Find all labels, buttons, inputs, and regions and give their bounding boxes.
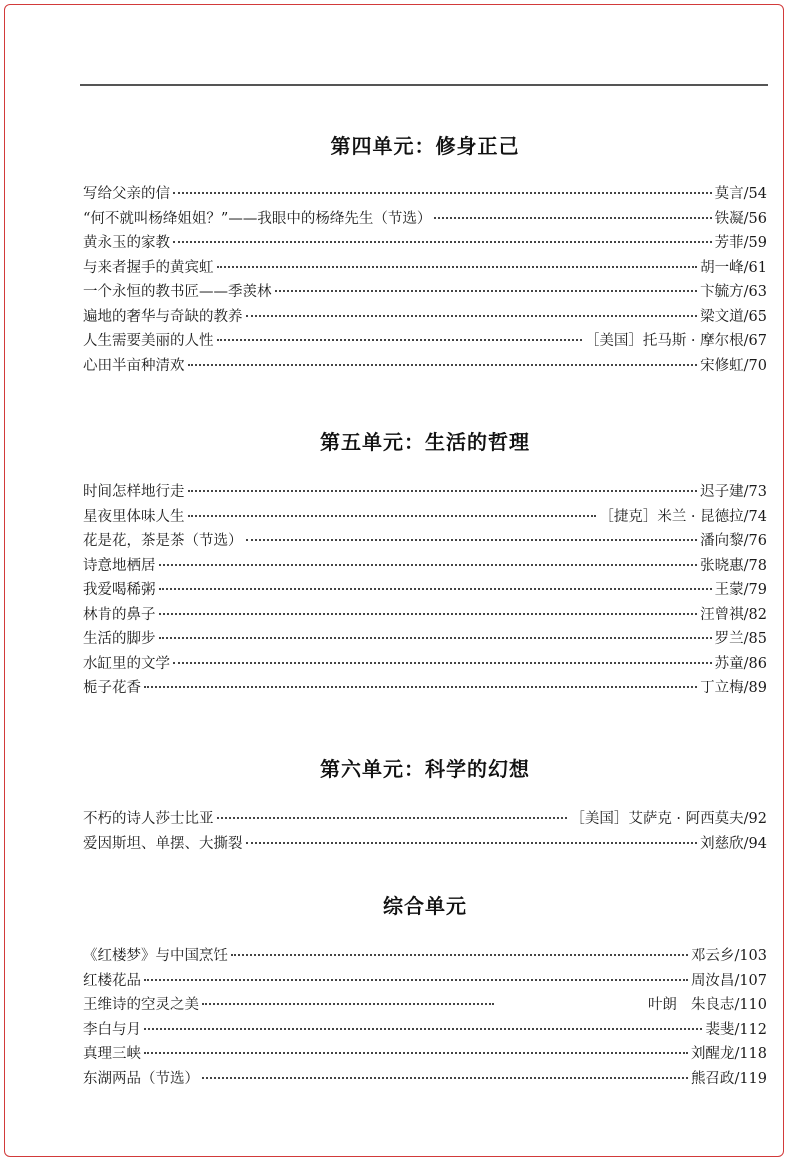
toc-entry[interactable] xyxy=(83,354,767,379)
dot-leader xyxy=(159,564,698,566)
dot-leader xyxy=(246,842,698,844)
entry-title: 写给父亲的信 xyxy=(83,186,170,202)
dot-leader xyxy=(246,315,698,317)
entry-page: /92 xyxy=(743,811,767,827)
entry-author: 卞毓方 xyxy=(700,284,744,300)
dot-leader xyxy=(217,266,698,268)
dot-leader xyxy=(144,1052,688,1054)
entry-author: 宋修虹 xyxy=(700,357,744,374)
toc-entry[interactable] xyxy=(83,603,767,628)
section-comprehensive xyxy=(83,890,767,1091)
entry-title: 花是花，茶是茶（节选） xyxy=(83,533,243,549)
entry-title: 遍地的奢华与奇缺的教养 xyxy=(83,308,243,325)
entry-title: 真理三峡 xyxy=(83,1046,141,1062)
entry-page: /61 xyxy=(743,259,767,276)
toc-entry[interactable] xyxy=(83,944,767,969)
entry-author: ［捷克］米兰 · 昆德拉 xyxy=(599,508,744,525)
entry-page: /74 xyxy=(743,508,767,525)
entry-title: 栀子花香 xyxy=(83,680,141,696)
entry-author: 铁凝 xyxy=(714,210,744,227)
entry-page: /56 xyxy=(743,210,767,227)
entry-page: /103 xyxy=(734,948,767,964)
dot-leader xyxy=(144,1028,702,1030)
dot-leader xyxy=(173,662,712,664)
entry-title: 诗意地栖居 xyxy=(83,557,156,574)
entry-author: 邓云乡 xyxy=(690,948,735,964)
entry-author: 潘向黎 xyxy=(700,533,744,549)
section-title: 综合单元 xyxy=(383,894,467,918)
entry-author: 朱良志 xyxy=(690,997,735,1013)
dot-leader xyxy=(275,290,698,292)
entry-title: 林肯的鼻子 xyxy=(83,606,156,623)
section-title: 第五单元：生活的哲理 xyxy=(320,430,530,454)
entry-title: 人生需要美丽的人性 xyxy=(83,333,214,349)
entry-page: /94 xyxy=(743,835,767,852)
entry-title: 一个永恒的教书匠——季羡林 xyxy=(83,284,272,300)
toc-entry[interactable] xyxy=(83,969,767,994)
dot-leader xyxy=(231,954,688,956)
dot-leader xyxy=(434,217,711,219)
dot-leader xyxy=(159,588,712,590)
entry-author: 刘慈欣 xyxy=(700,835,744,852)
toc-entry[interactable] xyxy=(83,480,767,505)
entry-page: /110 xyxy=(734,997,767,1013)
entry-page: /82 xyxy=(743,606,767,623)
entry-author: 芳菲 xyxy=(714,235,744,251)
section-title: 第六单元：科学的幻想 xyxy=(320,757,530,781)
entry-page: /73 xyxy=(743,484,767,500)
entry-page: /70 xyxy=(743,357,767,374)
dot-leader xyxy=(188,490,698,492)
toc-entry[interactable] xyxy=(83,832,767,857)
section-unit-6 xyxy=(83,753,767,856)
entry-title: 心田半亩种清欢 xyxy=(83,357,185,374)
dot-leader xyxy=(217,817,568,819)
dot-leader xyxy=(144,979,688,981)
header-rule xyxy=(80,84,768,86)
entry-page: /79 xyxy=(743,582,767,598)
entry-page: /65 xyxy=(743,308,767,325)
entry-title: 黄永玉的家教 xyxy=(83,235,170,251)
entry-title: 《红楼梦》与中国烹饪 xyxy=(83,948,228,964)
toc-entry[interactable] xyxy=(83,807,767,832)
dot-leader xyxy=(159,637,712,639)
toc-entry[interactable] xyxy=(83,676,767,701)
entry-title: 王维诗的空灵之美 xyxy=(83,997,199,1013)
entry-author: 罗兰 xyxy=(714,631,744,647)
entry-author: 周汝昌 xyxy=(690,972,735,989)
entry-page: /86 xyxy=(743,655,767,672)
entry-translator: 叶朗 xyxy=(647,997,677,1013)
entry-page: /85 xyxy=(743,631,767,647)
entry-page: /119 xyxy=(734,1070,767,1087)
toc-entry[interactable] xyxy=(83,1042,767,1067)
entry-title: 东湖两品（节选） xyxy=(83,1070,199,1087)
entry-page: /107 xyxy=(734,972,767,989)
entry-author: 刘醒龙 xyxy=(690,1046,735,1062)
entry-title: 爱因斯坦、单摆、大撕裂 xyxy=(83,835,243,852)
toc-entry[interactable] xyxy=(83,993,767,1018)
entry-author: 汪曾祺 xyxy=(700,606,744,623)
dot-leader xyxy=(144,686,697,688)
toc-entry[interactable] xyxy=(83,256,767,281)
entry-author: 梁文道 xyxy=(700,308,744,325)
entry-title: 与来者握手的黄宾虹 xyxy=(83,259,214,276)
entry-title: 我爱喝稀粥 xyxy=(83,582,156,598)
entry-author: ［美国］艾萨克 · 阿西莫夫 xyxy=(570,811,744,827)
entry-page: /63 xyxy=(743,284,767,300)
entry-author: 胡一峰 xyxy=(700,259,744,276)
dot-leader xyxy=(246,539,698,541)
entry-title: 李白与月 xyxy=(83,1021,141,1038)
section-title: 第四单元：修身正己 xyxy=(330,134,520,158)
entry-author: 迟子建 xyxy=(700,484,744,500)
entry-author: ［美国］托马斯 · 摩尔根 xyxy=(584,333,744,349)
entry-page: /76 xyxy=(743,533,767,549)
toc-entry[interactable] xyxy=(83,1018,767,1043)
toc-entry[interactable] xyxy=(83,280,767,305)
entry-page: /54 xyxy=(743,186,767,202)
entry-page: /78 xyxy=(743,557,767,574)
entry-author: 莫言 xyxy=(714,186,744,202)
entry-author: 丁立梅 xyxy=(700,680,744,696)
entry-page: /118 xyxy=(734,1046,767,1062)
toc-entry[interactable] xyxy=(83,305,767,330)
toc-entry[interactable] xyxy=(83,207,767,232)
entry-author: 熊召政 xyxy=(690,1070,735,1087)
dot-leader xyxy=(173,192,712,194)
entry-page: /112 xyxy=(734,1021,767,1038)
entry-page: /89 xyxy=(743,680,767,696)
entry-title: 星夜里体味人生 xyxy=(83,508,185,525)
toc-entry[interactable] xyxy=(83,554,767,579)
toc-entry[interactable] xyxy=(83,652,767,677)
entry-title: 红楼花品 xyxy=(83,972,141,989)
entry-page: /59 xyxy=(743,235,767,251)
toc-entry[interactable] xyxy=(83,627,767,652)
section-unit-4 xyxy=(83,130,767,378)
entry-title: 不朽的诗人莎士比亚 xyxy=(83,811,214,827)
entry-author: 王蒙 xyxy=(714,582,744,598)
toc-entry[interactable] xyxy=(83,529,767,554)
toc-entry[interactable] xyxy=(83,329,767,354)
dot-leader xyxy=(188,364,698,366)
section-unit-5 xyxy=(83,426,767,701)
toc-entry[interactable] xyxy=(83,231,767,256)
entry-title: 水缸里的文学 xyxy=(83,655,170,672)
entry-title: 时间怎样地行走 xyxy=(83,484,185,500)
toc-entry[interactable] xyxy=(83,578,767,603)
entry-page: /67 xyxy=(743,333,767,349)
toc-entry[interactable] xyxy=(83,1067,767,1092)
dot-leader xyxy=(159,613,698,615)
dot-leader xyxy=(217,339,582,341)
entry-author: 苏童 xyxy=(714,655,744,672)
toc-entry[interactable] xyxy=(83,505,767,530)
entry-author: 裴斐 xyxy=(705,1021,735,1038)
toc-entry[interactable] xyxy=(83,182,767,207)
dot-leader xyxy=(202,1077,688,1079)
entry-author: 张晓惠 xyxy=(700,557,744,574)
dot-leader xyxy=(202,1003,494,1005)
entry-title: “何不就叫杨绛姐姐？”——我眼中的杨绛先生（节选） xyxy=(83,210,432,227)
entry-title: 生活的脚步 xyxy=(83,631,156,647)
dot-leader xyxy=(173,241,712,243)
dot-leader xyxy=(188,515,597,517)
